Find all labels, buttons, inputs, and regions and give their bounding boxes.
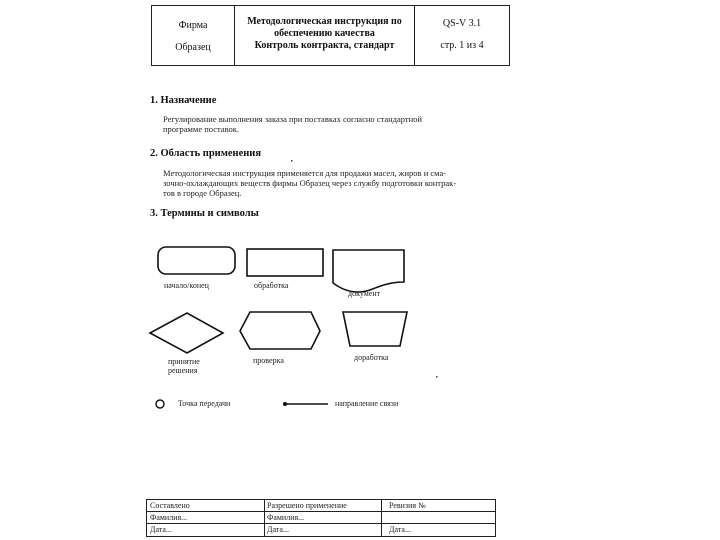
section-heading-terms: 3. Термины и символы [150,208,259,219]
label-decision-line-2: решения [168,366,198,375]
scan-speck [291,160,293,162]
footer-approved-date: Дата... [267,525,289,534]
footer-revision-column [381,500,495,536]
processing-symbol [247,249,323,276]
doc-code: QS-V 3.1 [442,18,482,29]
footer-compiled-column [147,500,265,536]
title-line-3: Контроль контракта, стандарт [254,40,395,51]
label-document: документ [348,289,381,298]
footer-compiled-name: Фамилия... [150,513,188,522]
company-label: Фирма [178,20,208,31]
text-line: программе поставок. [163,124,240,134]
text-line: зочно-охлаждающих веществ фирмы Образец через службу подготовки контрак- [163,178,457,188]
label-transfer-point: Точка передачи [178,399,231,408]
check-symbol [240,312,320,349]
footer-approved-label: Разрешено применение [267,501,347,510]
label-rework: доработка [354,353,389,362]
label-decision-line-1: принятие [168,357,200,366]
title-line-2: обеспечению качества [274,28,375,39]
text-line: Регулирование выполнения заказа при поставках согласно стандартной [163,114,422,124]
scan-speck [436,376,438,378]
text-line: Методологическая инструкция применяется для продажи масел, жиров и сма- [163,168,447,178]
footer-revision-date: Дата... [389,525,411,534]
footer-revision-label: Ревизия № [389,501,426,510]
decision-symbol [150,313,223,353]
label-check: проверка [253,356,284,365]
page-info: стр. 1 из 4 [440,40,484,51]
footer-approved-name: Фамилия... [267,513,305,522]
section-heading-scope: 2. Область применения [150,148,262,159]
footer-compiled-label: Составлено [150,501,190,510]
document-symbol [333,250,404,292]
footer-compiled-date: Дата... [150,525,172,534]
document-footer-table [146,499,496,537]
label-processing: обработка [254,281,289,290]
start-end-symbol [158,247,235,274]
transfer-point-symbol [156,400,164,408]
section-heading-purpose: 1. Назначение [150,95,217,106]
label-start-end: начало/конец [164,281,209,290]
footer-approved-column [264,500,382,536]
text-line: тов в городе Образец. [163,188,242,198]
company-name: Образец [175,42,211,53]
rework-symbol [343,312,407,346]
label-info-flow: направление связи [335,399,399,408]
title-line-1: Методологическая инструкция по [247,16,402,27]
